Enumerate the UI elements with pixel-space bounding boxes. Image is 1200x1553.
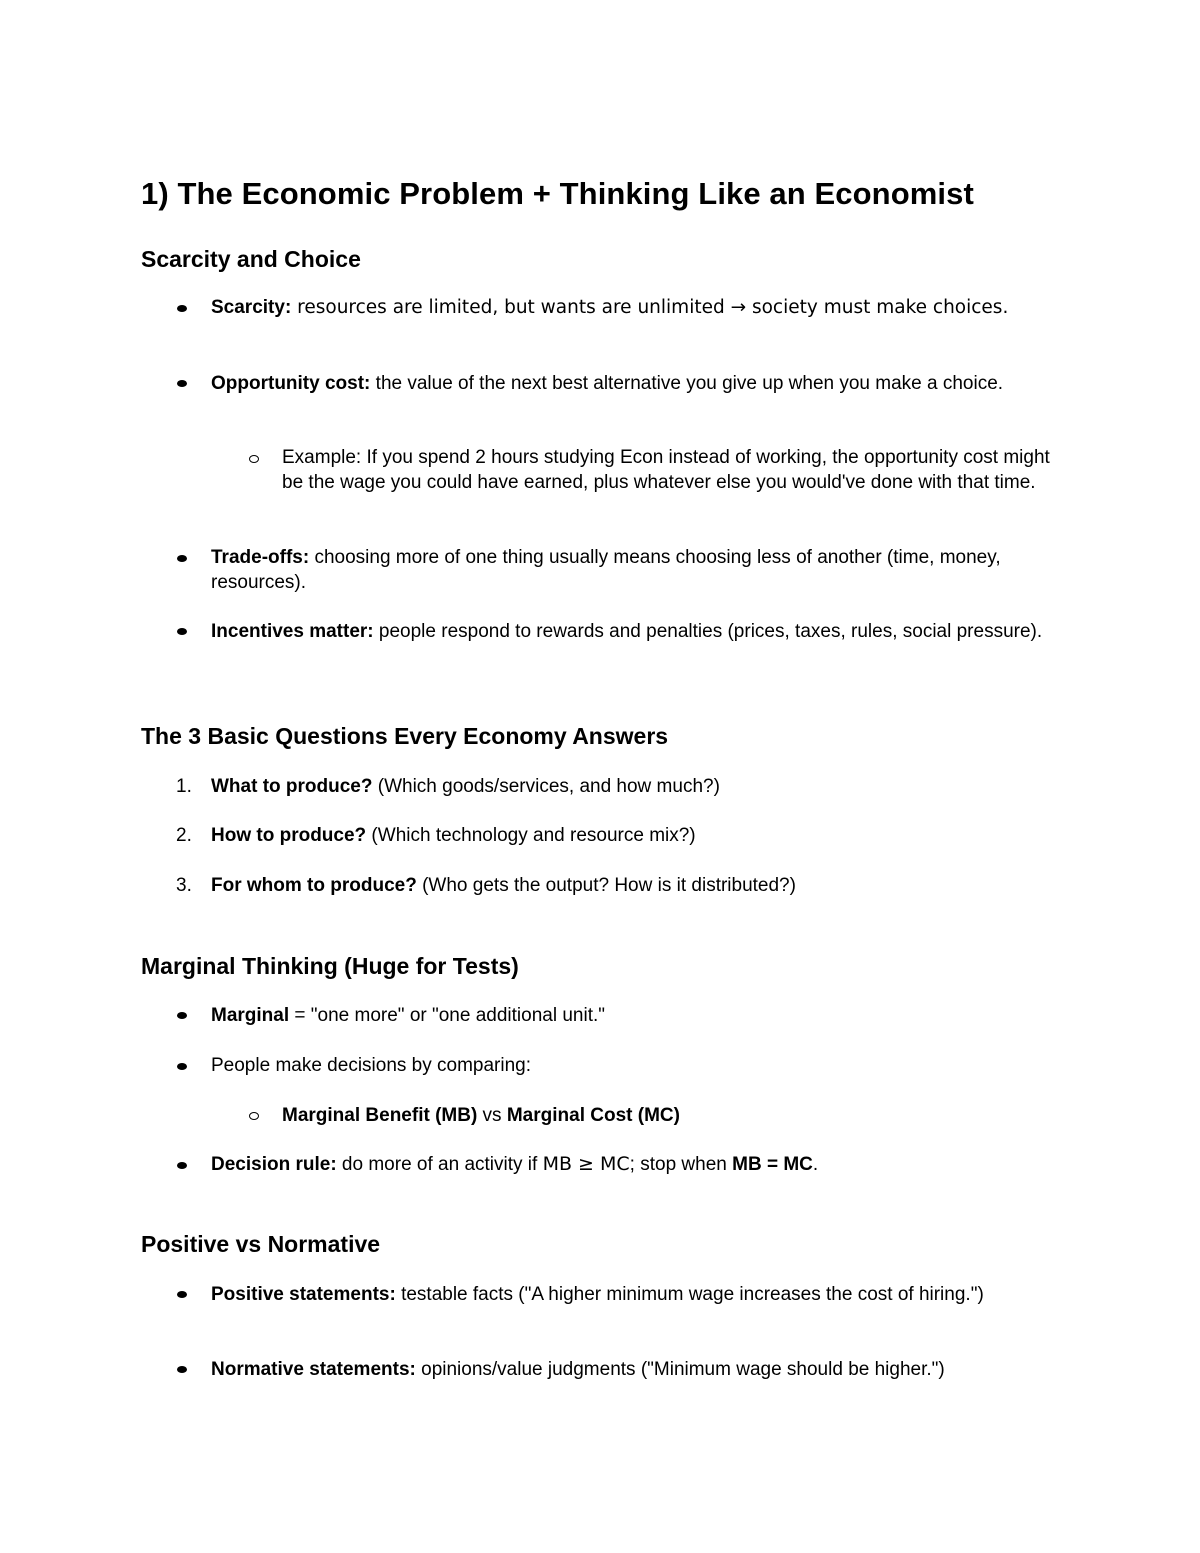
- item-term: Trade-offs:: [211, 547, 310, 568]
- section-heading-positive-normative: Positive vs Normative: [141, 1231, 381, 1257]
- list-number: 2.: [176, 825, 192, 846]
- item-term: Decision rule:: [211, 1154, 337, 1175]
- sub-bullet-icon: [249, 1112, 259, 1120]
- item-term: How to produce?: [211, 825, 367, 846]
- item-term: Scarcity:: [211, 297, 292, 318]
- page-title: 1) The Economic Problem + Thinking Like an Economist: [141, 176, 974, 211]
- item-text: (Who gets the output? How is it distributed?): [416, 875, 796, 896]
- item-text: .: [812, 1154, 819, 1175]
- sub-item-example: [282, 445, 1062, 495]
- list-item-marginal: [211, 1003, 1061, 1028]
- item-text: choosing more of one thing usually means choosing less of another (time, money, resources).: [211, 547, 1001, 593]
- item-text: opinions/value judgments ("Minimum wage should be higher."): [415, 1359, 945, 1380]
- item-term: Marginal: [211, 1005, 290, 1026]
- item-term: Marginal Cost (MC): [506, 1105, 680, 1126]
- item-term: Opportunity cost:: [211, 373, 371, 394]
- section-heading-scarcity: Scarcity and Choice: [141, 246, 361, 272]
- item-term: What to produce?: [211, 776, 373, 797]
- item-term: For whom to produce?: [211, 875, 417, 896]
- item-term: Marginal Benefit (MB): [282, 1105, 478, 1126]
- section-heading-basic-questions: The 3 Basic Questions Every Economy Answers: [141, 723, 669, 749]
- list-item-for-whom: [211, 873, 1061, 898]
- item-term: Positive statements:: [211, 1284, 396, 1305]
- sub-bullet-icon: [249, 455, 259, 463]
- list-item-comparing: [211, 1053, 1061, 1078]
- list-item-decision-rule: [211, 1152, 1061, 1177]
- item-text: do more of an activity if: [336, 1154, 543, 1175]
- item-text: resources are limited, but wants are unlimited → society must make choices.: [291, 297, 1009, 318]
- bullet-icon: [177, 628, 187, 635]
- item-term: Normative statements:: [211, 1359, 416, 1380]
- list-item-positive: [211, 1282, 1061, 1307]
- bullet-icon: [177, 1063, 187, 1070]
- bullet-icon: [177, 305, 187, 312]
- list-item-incentives: [211, 619, 1061, 644]
- item-text: people respond to rewards and penalties (prices, taxes, rules, social pressure).: [373, 621, 1043, 642]
- sub-item-mb-vs-mc: [282, 1103, 1062, 1128]
- list-number: 3.: [176, 875, 192, 896]
- list-item-normative: [211, 1357, 1061, 1382]
- item-text: (Which goods/services, and how much?): [372, 776, 720, 797]
- list-item-what: [211, 774, 1061, 799]
- item-text: Example: If you spend 2 hours studying Econ instead of working, the opportunity cost might be the wage you could have earned, plus whatever else you would've done with that time.: [282, 447, 1050, 493]
- item-term: Incentives matter:: [211, 621, 374, 642]
- list-item-opportunity-cost: [211, 371, 1061, 396]
- bullet-icon: [177, 1012, 187, 1019]
- item-text: People make decisions by comparing:: [211, 1055, 532, 1076]
- list-item-how: [211, 823, 1061, 848]
- item-term: MB = MC: [732, 1154, 813, 1175]
- item-text: (Which technology and resource mix?): [366, 825, 696, 846]
- bullet-icon: [177, 1162, 187, 1169]
- list-item-scarcity: [211, 295, 1061, 320]
- item-text: the value of the next best alternative you give up when you make a choice.: [370, 373, 1004, 394]
- item-text: ; stop when: [629, 1154, 733, 1175]
- bullet-icon: [177, 380, 187, 387]
- bullet-icon: [177, 555, 187, 562]
- item-text: testable facts ("A higher minimum wage increases the cost of hiring."): [395, 1284, 984, 1305]
- bullet-icon: [177, 1366, 187, 1373]
- item-text: vs: [477, 1105, 507, 1126]
- formula-text: MB ≥ MC: [542, 1153, 630, 1175]
- item-text: = "one more" or "one additional unit.": [289, 1005, 605, 1026]
- bullet-icon: [177, 1291, 187, 1298]
- section-heading-marginal-thinking: Marginal Thinking (Huge for Tests): [141, 953, 519, 979]
- list-number: 1.: [176, 776, 192, 797]
- list-item-trade-offs: [211, 545, 1061, 595]
